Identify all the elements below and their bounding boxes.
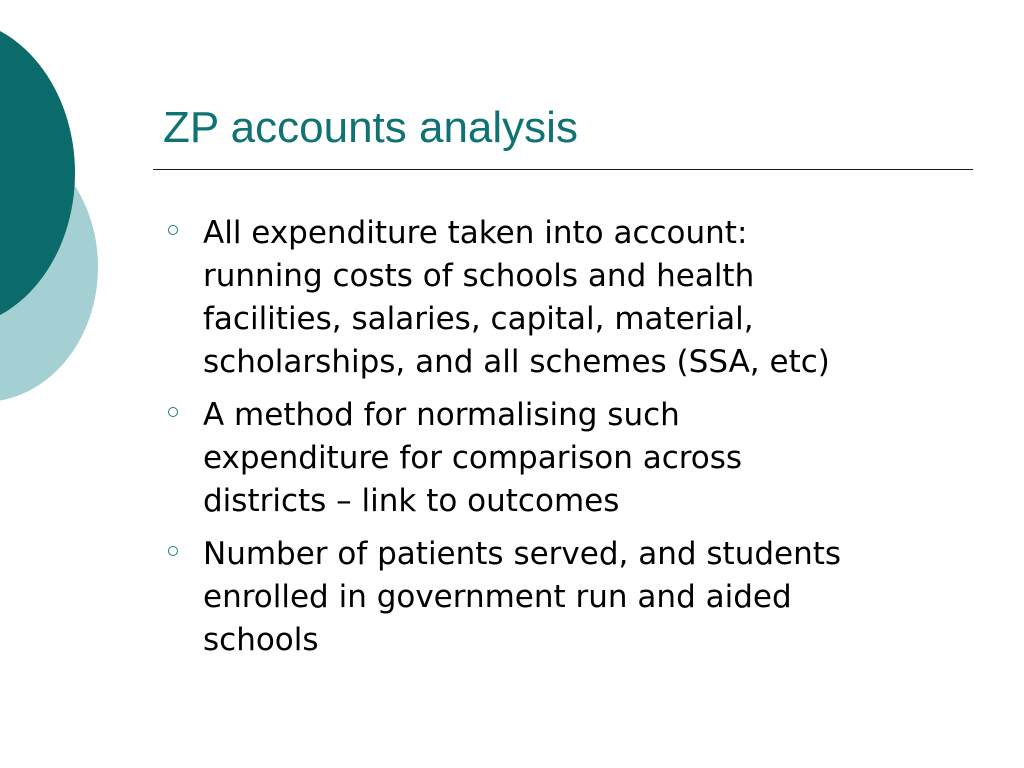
hollow-circle-bullet-icon [168, 407, 178, 417]
bullet-item [166, 394, 956, 523]
bullet-text: A method for normalising such expenditure for comparison across districts – link to outcomes [203, 397, 743, 519]
bullet-text: Number of patients served, and students enrolled in government run and aided schools [203, 536, 842, 658]
title-divider [153, 169, 973, 170]
bullet-list [166, 212, 956, 672]
bullet-item [166, 533, 956, 662]
hollow-circle-bullet-icon [168, 546, 178, 556]
bullet-text: All expenditure taken into account: running costs of schools and health facilities, salaries, capital, material, scholarships, and all schemes (SSA, etc) [203, 215, 830, 380]
bullet-item [166, 212, 956, 384]
hollow-circle-bullet-icon [168, 225, 178, 235]
slide-title: ZP accounts analysis [163, 103, 578, 152]
